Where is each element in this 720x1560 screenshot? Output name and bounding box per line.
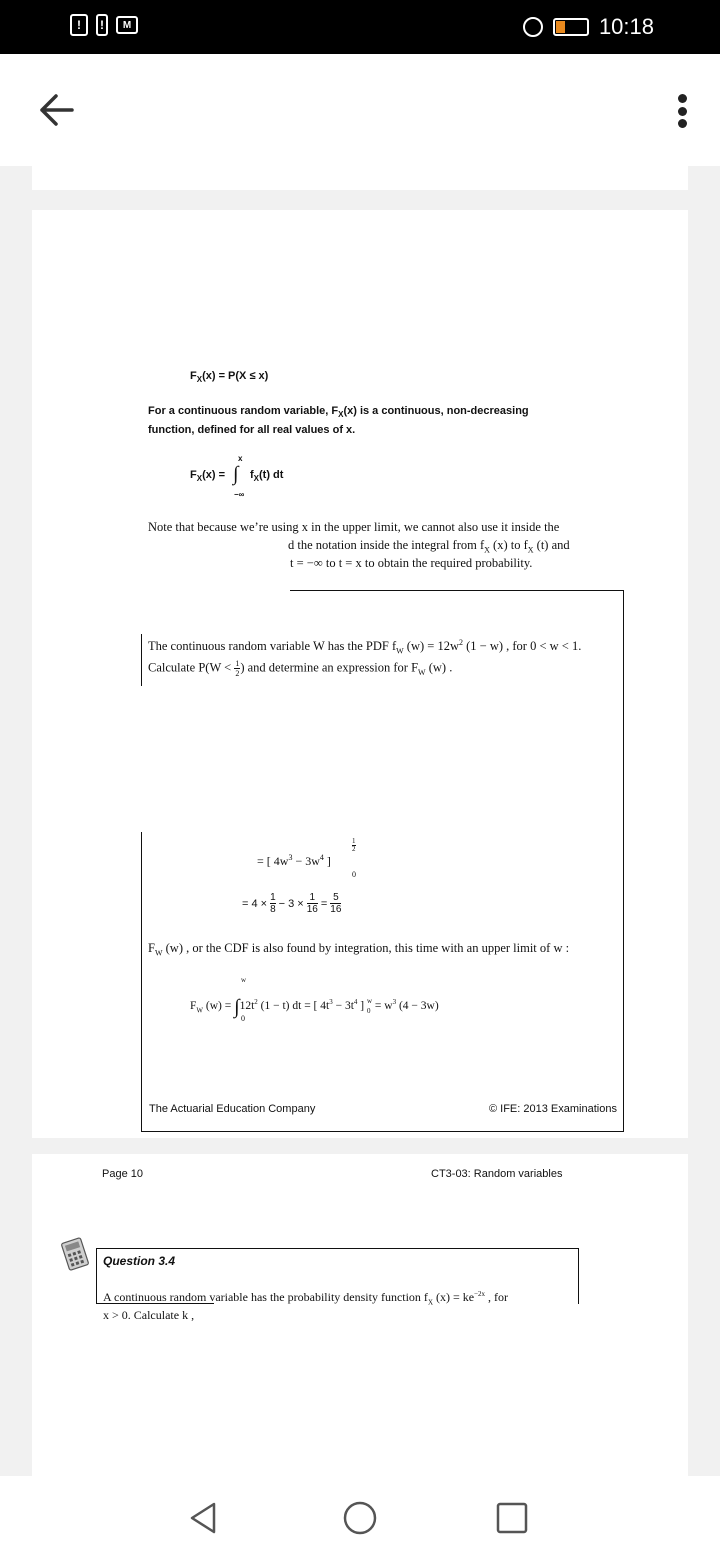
note-line3: t = −∞ to t = x to obtain the required probability. [290, 556, 533, 570]
box-left-border-top [141, 634, 142, 686]
footer-right: © IFE: 2013 Examinations [489, 1103, 617, 1115]
continuous-text-line1: For a continuous random variable, $F_X(x)$ is a continuous, non-decreasing [148, 405, 529, 420]
cdf-eq-lower-limit: 0 [241, 1014, 245, 1023]
note-line1: Note that because we’re using x in the upper limit, we cannot also use it inside the [148, 520, 560, 534]
solution-line2: = 4 × $\frac{1}{8}$ − 3 × $\frac{1}{16}$ = $\frac{5}{16}$ [242, 892, 342, 915]
footer-left: The Actuarial Education Company [149, 1103, 316, 1115]
box-top-border [290, 590, 624, 591]
nav-back-icon[interactable] [186, 1500, 222, 1536]
example-line2: Calculate P(W < $\frac{1}{2}$ ) and determine an expression for $F_W$ (w) . [148, 659, 453, 678]
integral-lhs: $F_X(x)$ = [190, 469, 226, 484]
box-bottom-border [141, 1131, 624, 1132]
solution-line1: = [ $4w^3 - 3w^4$ ] [257, 853, 331, 868]
alert-icon: ! [70, 14, 88, 36]
cdf-equation: $F_W$ $(w) = \int 12t^2$ (1 − t) dt = [ $4t^3 - 3t^4$ ] w 0 = $w^3$ (4 − 3w) [190, 996, 439, 1018]
battery-alert-icon: ! [96, 14, 108, 36]
question-line2: x > 0. Calculate k , [103, 1308, 195, 1322]
solution-line1-upper-limit: 1 2 [352, 837, 356, 853]
integral-upper-limit: x [238, 454, 243, 463]
navigation-bar [0, 1476, 720, 1560]
alarm-icon [523, 17, 543, 37]
cdf-text: $F_W$ (w) , or the CDF is also found by integration, this time with an upper limit of w : [148, 941, 570, 958]
note-line2: d the notation inside the integral from $f_X$ (x) to $f_X$ (t) and [288, 538, 570, 555]
solution-line1-lower-limit: 0 [352, 870, 356, 879]
question-line1: A continuous random variable has the probability density function $f_X$ $(x) = ke^{-2x}$ , for [103, 1290, 509, 1307]
integral-rhs: $f_X(t)$ dt [250, 469, 284, 484]
app-bar [0, 54, 720, 167]
more-vert-icon[interactable] [676, 94, 688, 128]
pdf-page-10 [32, 1154, 688, 1476]
cdf-eq-upper-limit: w [241, 976, 247, 984]
nav-recents-icon[interactable] [494, 1500, 530, 1536]
continuous-text-line2: function, defined for all real values of x. [148, 424, 356, 436]
battery-icon [553, 18, 589, 36]
example-line1: The continuous random variable W has the PDF $f_W$ $(w) = 12w^2$ (1 − w) , for 0 < w < 1. [148, 638, 582, 656]
back-arrow-icon[interactable] [36, 90, 76, 130]
status-notifications [70, 14, 138, 36]
clock: 10:18 [598, 14, 654, 39]
chapter-header: CT3-03: Random variables [431, 1168, 563, 1180]
nav-home-icon[interactable] [342, 1500, 378, 1536]
box-right-border [623, 590, 624, 1132]
status-bar [0, 0, 720, 54]
pdf-page [32, 210, 688, 1138]
mail-icon: M [116, 16, 138, 34]
box-left-border-bottom [141, 832, 142, 1132]
status-system [523, 14, 654, 40]
integral-lower-limit: −∞ [234, 490, 245, 499]
calculator-icon [60, 1236, 90, 1272]
question-title: Question 3.4 [103, 1254, 176, 1268]
cdf-definition: $F_X(x) = P(X \le x)$ [190, 370, 269, 385]
page-number: Page 10 [102, 1168, 143, 1180]
document-viewer[interactable] [0, 166, 720, 1476]
page-sliver [32, 166, 688, 190]
integral-sign: ∫ [233, 463, 239, 485]
